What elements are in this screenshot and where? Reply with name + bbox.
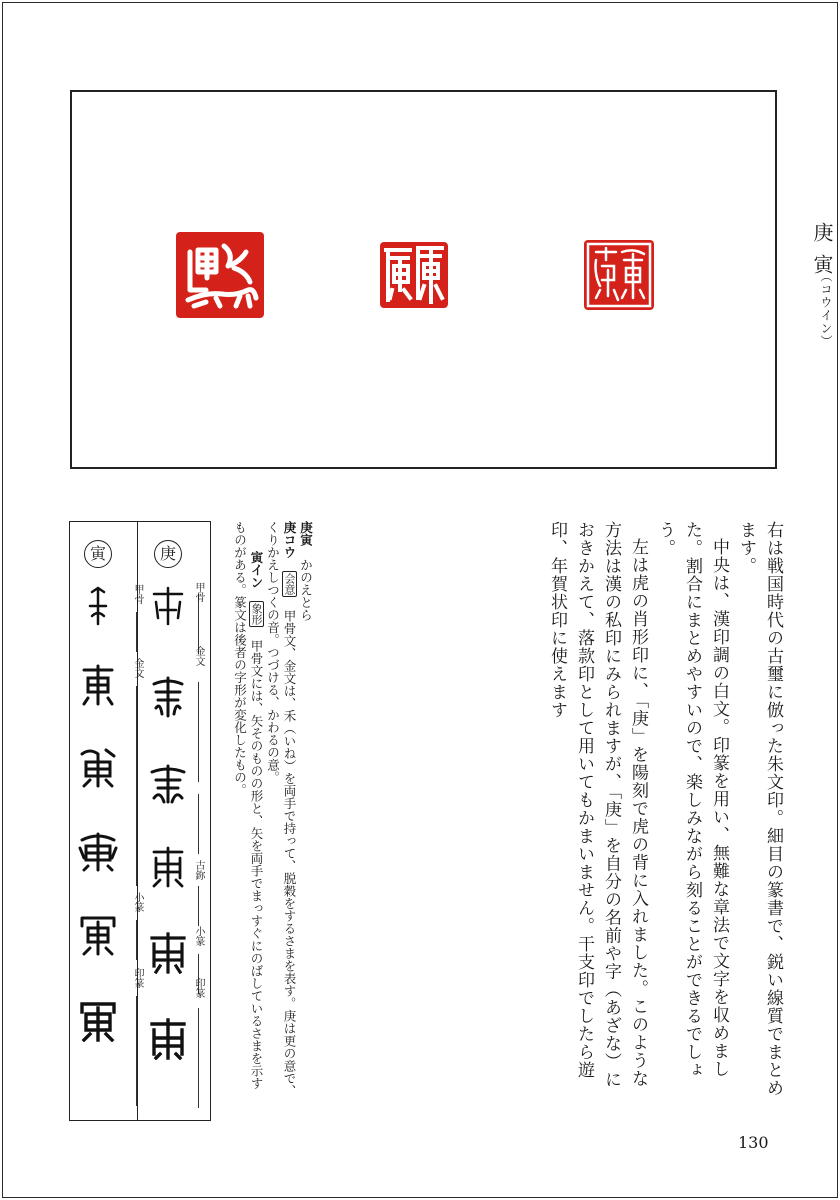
leader-line — [136, 686, 137, 886]
han-seal-image — [380, 242, 448, 308]
glyph-kou-seal-ancient — [146, 760, 190, 804]
title-reading: （コウイン） — [819, 270, 833, 348]
glyph-kou-seal-script-2 — [146, 1016, 190, 1060]
note-lead-reading: かのえとら — [298, 558, 314, 621]
note-in-body: 甲骨文には、矢そのものの形と、矢を両手でまっすぐにのばしているさまを示すものがある。篆文は後者の字形が変化したもの。 — [232, 521, 264, 1090]
page — [2, 2, 838, 1198]
commentary-para-1: 右は戦国時代の古璽に倣った朱文印。細目の篆書で、鋭い線質でまとめます。 — [736, 521, 783, 1097]
page-number: 130 — [738, 1133, 769, 1152]
character-evolution-table — [69, 521, 211, 1121]
stage-label-kou-small-seal: 小篆 — [193, 926, 204, 946]
note-in — [231, 521, 264, 1101]
commentary-para-2: 中央は、漢印調の白文。印篆を用い、無難な章法で文字を収めました。割合にまとめやすいので、楽しみながら刻ることができるでしょう。 — [655, 521, 729, 1079]
leader-line — [198, 794, 199, 854]
note-kou — [264, 521, 297, 1101]
leader-line — [198, 886, 199, 926]
seal-showcase-frame — [70, 90, 834, 469]
note-kou-char: 庚コウ — [282, 521, 297, 559]
stage-label-kou-seal-script: 印篆 — [193, 978, 204, 998]
glyph-in-seal-script — [76, 998, 120, 1042]
glyph-kou-bronze — [146, 674, 190, 718]
note-in-char: 寅イン — [249, 551, 264, 589]
leader-line — [136, 612, 137, 652]
seal-center-han — [380, 242, 448, 308]
glyph-in-ancient — [76, 828, 120, 872]
commentary-para-3: 左は虎の肖形印に、「庚」を陽刻で虎の背に入れました。このような方法は漢の私印にみられますが、「庚」を自分の名前や字（あざな）におきかえて、落款印として用いてもかまいません。干支印でしたら遊印、年賀状印に使えます — [547, 521, 648, 1089]
glyph-in-small-seal — [76, 912, 120, 956]
note-lead-chars: 庚寅 — [298, 521, 314, 546]
note-in-tag: 象形 — [250, 603, 263, 625]
leader-line — [198, 682, 199, 782]
note-lead — [297, 521, 314, 1101]
tiger-seal-image — [176, 232, 264, 318]
seal-left-tiger — [176, 232, 264, 318]
note-kou-tag: 会意 — [283, 573, 296, 595]
stage-label-in-seal-script: 印篆 — [132, 968, 143, 988]
evolution-column-in — [70, 522, 143, 1120]
stage-label-in-small-seal: 小篆 — [132, 892, 143, 912]
glyph-kou-small-seal — [146, 844, 190, 888]
leader-line — [198, 1008, 199, 1108]
evolution-divider — [137, 522, 138, 1120]
zhuwen-seal-image — [584, 240, 654, 310]
main-commentary — [543, 521, 786, 1101]
glyph-kou-oracle — [146, 584, 190, 628]
glyph-in-oracle — [76, 584, 120, 628]
evolution-head-kou: 庚 — [154, 540, 182, 568]
glyph-in-bronze-2 — [76, 744, 120, 788]
evolution-column-kou — [140, 522, 207, 1120]
glyph-in-bronze — [76, 662, 120, 706]
note-kou-body: 甲骨文、金文は、禾（いね）を両手で持って、脱穀をするさまを表す。庚は更の意で、くりかえしつくの音。つづける、かわるの意。 — [265, 521, 297, 1097]
leader-line — [136, 920, 137, 960]
stage-label-kou-bronze: 金文 — [193, 646, 204, 666]
stage-label-kou-oracle: 甲骨 — [193, 582, 204, 602]
leader-line — [198, 594, 199, 654]
etymology-notes — [231, 521, 314, 1101]
stage-label-in-bronze: 金文 — [132, 658, 143, 678]
page-title: 庚寅 — [810, 222, 834, 286]
seal-right-zhuwen — [584, 240, 654, 310]
evolution-head-in: 寅 — [84, 540, 112, 568]
stage-label-in-oracle: 甲骨 — [132, 584, 143, 604]
stage-label-kou-ancient: 古鉨 — [193, 860, 204, 880]
glyph-kou-seal-script — [146, 930, 190, 974]
leader-line — [136, 996, 137, 1106]
